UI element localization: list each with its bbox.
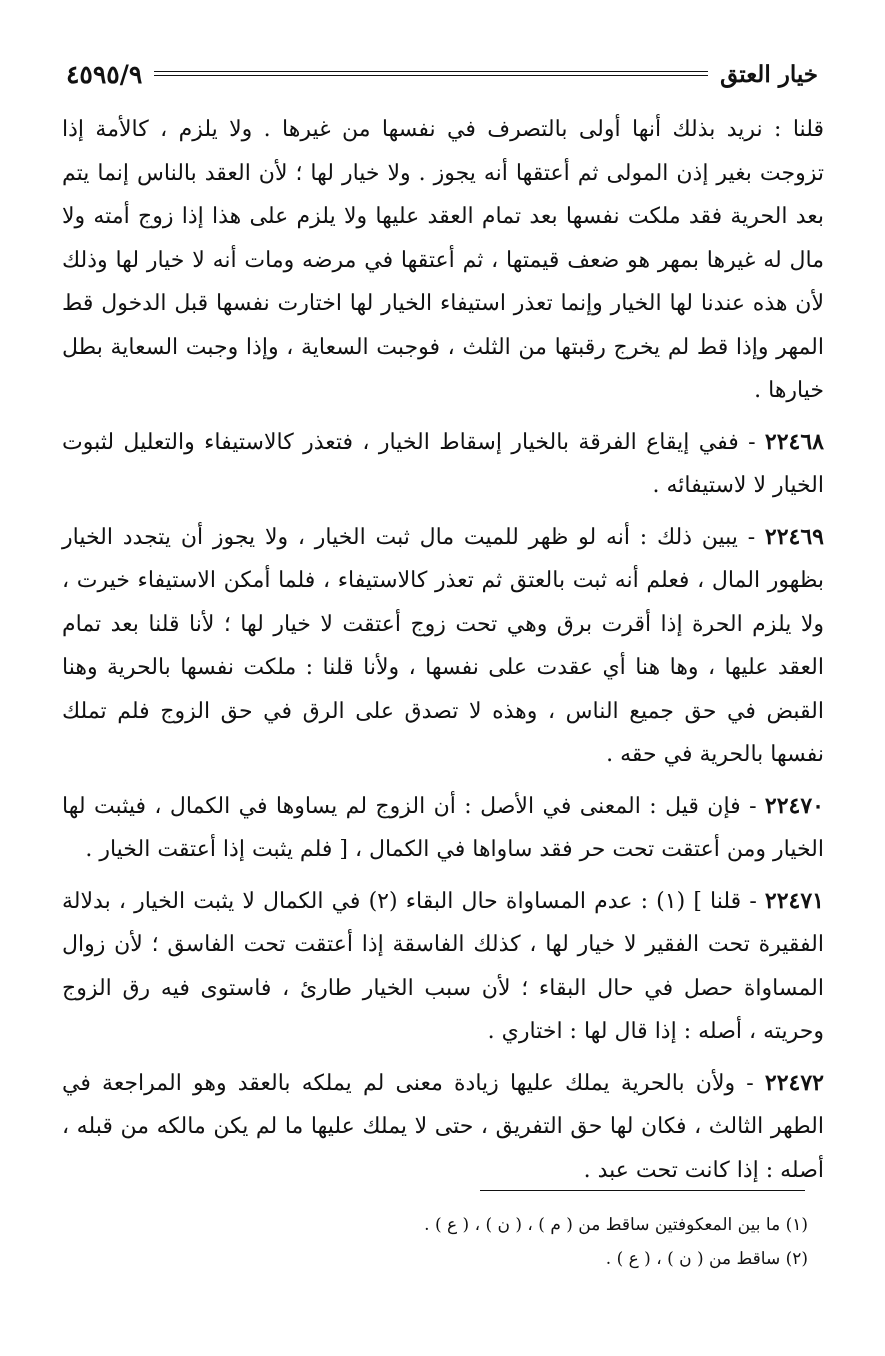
- footnotes: [62, 1208, 808, 1276]
- paragraph-number: ٢٢٤٦٩: [764, 523, 824, 550]
- footnote: (١) ما بين المعكوفتين ساقط من ( م ) ، ( ن ) ، ( ع ) .: [424, 1215, 808, 1235]
- paragraph-text: - ففي إيقاع الفرقة بالخيار إسقاط الخيار ، فتعذر كالاستيفاء والتعليل لثبوت الخيار لا لاستيفائه .: [62, 429, 824, 498]
- main-text: [62, 108, 824, 1200]
- header-double-rule: [154, 71, 708, 77]
- paragraph: [62, 880, 824, 1054]
- page-header: [66, 52, 818, 96]
- paragraph-number: ٢٢٤٧٢: [764, 1069, 824, 1096]
- footnote: (٢) ساقط من ( ن ) ، ( ع ) .: [605, 1249, 808, 1269]
- paragraph-text: - فإن قيل : المعنى في الأصل : أن الزوج لم يساوها في الكمال ، فيثبت لها الخيار ومن أعتقت تحت حر فقد ساواها في الكمال ، [ فلم يثبت إذا أعتقت الخيار .: [62, 793, 824, 862]
- paragraph-text: - يبين ذلك : أنه لو ظهر للميت مال ثبت الخيار ، ولا يجوز أن يتجدد الخيار بظهور المال ، فعلم أنه ثبت بالعتق ثم تعذر كالاستيفاء ، فلما أمكن الاستيفاء خيرت ، ولا يلزم الحرة إذا أقرت برق وهي تحت زوج أعتقت لا خيار لها ؛ لأنا قلنا بعد تمام العقد عليها ، وها هنا أي عقدت على نفسها ، ولأنا قلنا : ملكت نفسها بالحرية وهنا القبض في حق جميع الناس ، وهذه لا تصدق على الرق في حق الزوج فلم تملك نفسها بالحرية في حقه .: [62, 524, 824, 767]
- paragraph-text: - ولأن بالحرية يملك عليها زيادة معنى لم يملكه بالعقد وهو المراجعة في الطهر الثالث ، فكان لها حق التفريق ، حتى لا يملك عليها ما لم يكن مالكه من قبله ، أصله : إذا كانت تحت عبد .: [62, 1070, 824, 1183]
- footnote-separator: [480, 1190, 805, 1191]
- paragraph-number: ٢٢٤٦٨: [764, 428, 824, 455]
- paragraph-number: ٢٢٤٧١: [764, 887, 824, 914]
- paragraph-text: - قلنا ] (١) : عدم المساواة حال البقاء (٢) في الكمال لا يثبت الخيار ، بدلالة الفقيرة تحت الفقير لا خيار لها ، كذلك الفاسقة إذا أعتقت تحت الفاسق ؛ لأن زوال المساواة حصل في حال البقاء ؛ لأن سبب الخيار طارئ ، فاستوى فيه رق الزوج وحريته ، أصله : إذا قال لها : اختاري .: [62, 888, 825, 1044]
- paragraph-text: قلنا : نريد بذلك أنها أولى بالتصرف في نفسها من غيرها . ولا يلزم ، كالأمة إذا تزوجت بغير إذن المولى ثم أعتقها أنه يجوز . ولا خيار لها ؛ لأن العقد بالناس إنما يتم بعد الحرية فقد ملكت نفسها بعد تمام العقد عليها ولا يلزم على هذا إذا زوج أمته ولا مال له غيرها بمهر هو ضعف قيمتها ، ثم أعتقها في مرضه ومات أنه لا خيار لها وذلك لأن هذه عندنا لها الخيار وإنما تعذر استيفاء الخيار لها اختارت نفسها قبل الدخول قط المهر وإذا قط لم يخرج رقبتها من الثلث ، فوجبت السعاية ، وإذا وجبت السعاية بطل خيارها .: [62, 117, 824, 403]
- running-title: خيار العتق: [720, 60, 818, 88]
- paragraph: [62, 108, 824, 413]
- page-number: ٤٥٩٥/٩: [66, 59, 143, 89]
- paragraph: [62, 785, 824, 872]
- paragraph: [62, 1062, 824, 1193]
- paragraph: [62, 421, 824, 508]
- paragraph: [62, 516, 824, 777]
- paragraph-number: ٢٢٤٧٠: [764, 792, 824, 819]
